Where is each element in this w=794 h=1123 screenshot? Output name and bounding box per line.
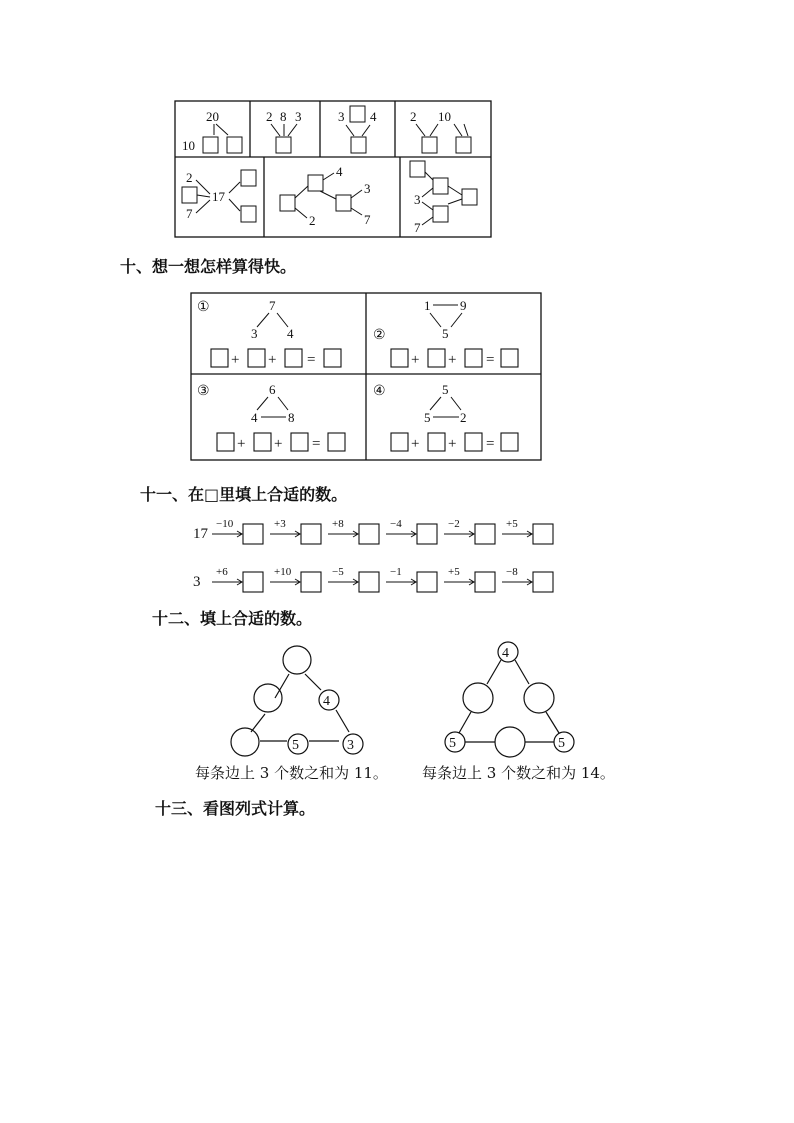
quick-calc-cell-4: [367, 375, 541, 459]
decomp-cell-1: [182, 109, 242, 153]
quick-calc-cell-1: [191, 293, 365, 373]
marker-3: ③: [197, 383, 210, 399]
chain-1-op-4: −4: [390, 518, 402, 530]
svg-text:4: 4: [502, 646, 509, 661]
decomp-cell-3: [338, 106, 377, 153]
section-13-heading: 十三、看图列式计算。: [155, 799, 316, 818]
svg-text:2: 2: [460, 410, 467, 425]
section-12-heading: 十二、填上合适的数。: [152, 609, 313, 628]
svg-text:=: =: [486, 436, 495, 452]
svg-text:5: 5: [292, 738, 299, 753]
svg-text:+: +: [274, 436, 283, 452]
chain-1-answer-box-6[interactable]: [533, 524, 553, 544]
chain-1-answer-box-4[interactable]: [417, 524, 437, 544]
triangle-1-caption: 每条边上 3 个数之和为 11。: [195, 764, 388, 782]
chain-1-op-6: +5: [506, 518, 518, 530]
chain-1-op-2: +3: [274, 518, 286, 530]
svg-text:=: =: [307, 352, 316, 368]
chain-2-op-3: −5: [332, 566, 344, 578]
svg-text:17: 17: [193, 526, 208, 542]
chain-1-op-3: +8: [332, 518, 344, 530]
chain-2-answer-box-1[interactable]: [243, 572, 263, 592]
magic-triangle-1: [225, 640, 375, 760]
decomp-cell-4: [410, 109, 471, 153]
svg-text:+: +: [268, 352, 277, 368]
svg-text:3: 3: [364, 181, 371, 196]
svg-text:1: 1: [424, 298, 431, 313]
decomp-cell-7: [410, 161, 477, 235]
svg-text:3: 3: [347, 738, 354, 753]
svg-text:6: 6: [269, 382, 276, 397]
svg-text:4: 4: [251, 410, 258, 425]
svg-text:5: 5: [424, 410, 431, 425]
chain-1-op-1: −10: [216, 518, 234, 530]
section-11-heading: 十一、在□里填上合适的数。: [140, 485, 348, 504]
svg-text:3: 3: [295, 109, 302, 124]
svg-text:5: 5: [558, 736, 565, 751]
svg-text:17: 17: [212, 189, 225, 204]
triangle-left: 3: [251, 326, 258, 341]
chain-2-op-5: +5: [448, 566, 460, 578]
svg-text:5: 5: [449, 736, 456, 751]
triangle-top: 7: [269, 298, 276, 313]
svg-text:2: 2: [186, 170, 193, 185]
svg-text:7: 7: [186, 206, 193, 221]
svg-text:7: 7: [414, 220, 421, 235]
chain-2-op-2: +10: [274, 566, 292, 578]
chain-1-items: [212, 518, 553, 544]
svg-text:+: +: [448, 352, 457, 368]
svg-text:5: 5: [442, 382, 449, 397]
chain-2-answer-box-5[interactable]: [475, 572, 495, 592]
chain-2-answer-box-2[interactable]: [301, 572, 321, 592]
svg-text:+: +: [411, 436, 420, 452]
svg-text:4: 4: [336, 164, 343, 179]
marker-4: ④: [373, 383, 386, 399]
svg-text:8: 8: [288, 410, 295, 425]
svg-text:7: 7: [364, 212, 371, 227]
chain-2-answer-box-6[interactable]: [533, 572, 553, 592]
svg-text:=: =: [312, 436, 321, 452]
chain-1-answer-box-2[interactable]: [301, 524, 321, 544]
chain-1-answer-box-5[interactable]: [475, 524, 495, 544]
arrow-chain-1: [190, 512, 580, 548]
triangle-right: 4: [287, 326, 294, 341]
triangle-2-caption: 每条边上 3 个数之和为 14。: [422, 764, 615, 782]
magic-triangle-2: [435, 640, 585, 760]
svg-text:+: +: [231, 352, 240, 368]
quick-calc-cell-2: [367, 293, 541, 373]
decomposition-table: [174, 100, 492, 238]
svg-text:5: 5: [442, 326, 449, 341]
chain-2-op-4: −1: [390, 566, 402, 578]
chain-2-answer-box-4[interactable]: [417, 572, 437, 592]
svg-text:+: +: [448, 436, 457, 452]
chain-1-op-5: −2: [448, 518, 460, 530]
svg-text:9: 9: [460, 298, 467, 313]
svg-text:2: 2: [266, 109, 273, 124]
decomp-cell-5: [182, 170, 256, 222]
marker-2: ②: [373, 327, 386, 343]
svg-text:4: 4: [323, 694, 330, 709]
decomp-cell-6: [280, 164, 371, 228]
chain-1-answer-box-3[interactable]: [359, 524, 379, 544]
svg-text:8: 8: [280, 109, 287, 124]
svg-text:10: 10: [182, 138, 195, 153]
arrow-chain-2: [190, 560, 580, 596]
svg-text:20: 20: [206, 109, 219, 124]
svg-text:3: 3: [193, 574, 201, 590]
decomp-cell-2: [266, 109, 302, 153]
svg-text:2: 2: [410, 109, 417, 124]
chain-2-op-6: −8: [506, 566, 518, 578]
svg-text:4: 4: [370, 109, 377, 124]
chain-2-op-1: +6: [216, 566, 228, 578]
svg-text:3: 3: [414, 192, 421, 207]
chain-2-items: [212, 566, 553, 592]
svg-text:10: 10: [438, 109, 451, 124]
svg-text:+: +: [411, 352, 420, 368]
svg-text:+: +: [237, 436, 246, 452]
marker-1: ①: [197, 299, 210, 315]
chain-2-answer-box-3[interactable]: [359, 572, 379, 592]
svg-text:=: =: [486, 352, 495, 368]
section-10-heading: 十、想一想怎样算得快。: [120, 257, 297, 276]
svg-text:3: 3: [338, 109, 345, 124]
svg-text:2: 2: [309, 213, 316, 228]
quick-calc-cell-3: [191, 375, 365, 459]
chain-1-answer-box-1[interactable]: [243, 524, 263, 544]
